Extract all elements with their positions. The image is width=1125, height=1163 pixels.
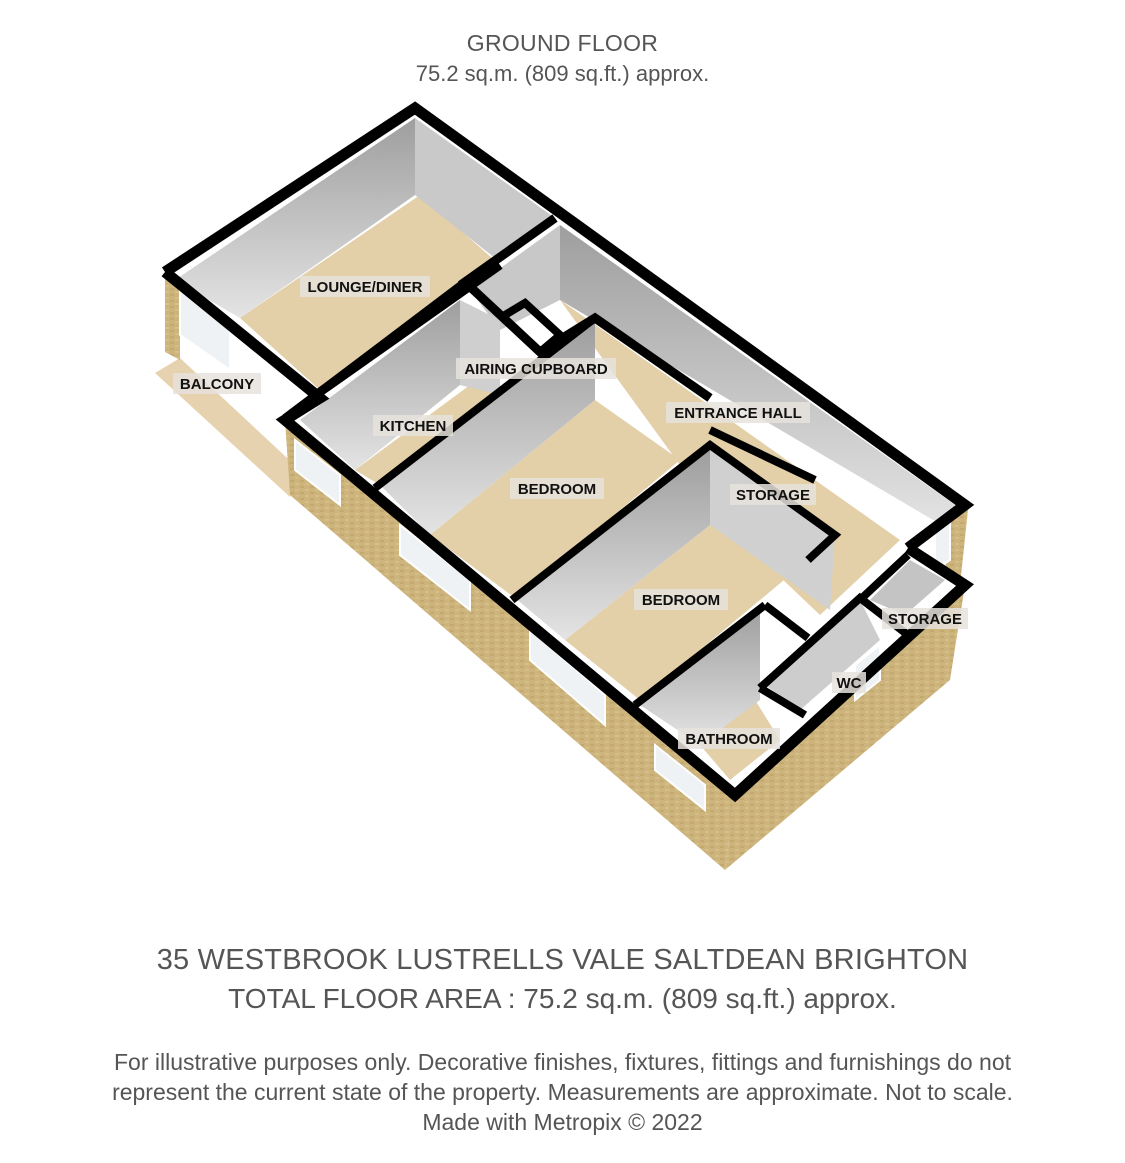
property-address: 35 WESTBROOK LUSTRELLS VALE SALTDEAN BRIGHTON bbox=[156, 944, 969, 976]
label-bedroom1: BEDROOM bbox=[517, 481, 597, 498]
label-lounge: LOUNGE/DINER bbox=[307, 279, 423, 296]
floor-area: 75.2 sq.m. (809 sq.ft.) approx. bbox=[415, 61, 710, 86]
floor-title: GROUND FLOOR bbox=[466, 30, 659, 56]
label-kitchen: KITCHEN bbox=[379, 418, 447, 435]
room-lounge bbox=[300, 276, 430, 297]
room-bedroom1 bbox=[510, 478, 604, 499]
disclaimer-line-2: represent the current state of the property. Measurements are approximate. Not to scale. bbox=[112, 1079, 1013, 1105]
label-airing: AIRING CUPBOARD bbox=[464, 361, 608, 378]
total-floor-area: TOTAL FLOOR AREA : 75.2 sq.m. (809 sq.ft.) approx. bbox=[228, 983, 897, 1014]
room-entrance bbox=[666, 402, 810, 423]
label-bedroom2: BEDROOM bbox=[641, 592, 721, 609]
room-bathroom bbox=[678, 728, 780, 749]
room-bedroom2 bbox=[634, 589, 728, 610]
room-balcony bbox=[173, 373, 261, 394]
label-wc: WC bbox=[836, 675, 862, 692]
disclaimer-line-1: For illustrative purposes only. Decorative finishes, fixtures, fittings and furnishings do not bbox=[114, 1049, 1011, 1075]
label-balcony: BALCONY bbox=[179, 376, 255, 393]
room-storage2 bbox=[882, 608, 968, 629]
label-entrance: ENTRANCE HALL bbox=[674, 405, 802, 422]
room-storage1 bbox=[730, 484, 816, 505]
room-wc bbox=[832, 672, 866, 693]
disclaimer-line-3: Made with Metropix © 2022 bbox=[422, 1109, 703, 1135]
room-airing bbox=[456, 358, 616, 379]
label-bathroom: BATHROOM bbox=[685, 731, 773, 748]
label-storage2: STORAGE bbox=[888, 611, 962, 628]
label-storage1: STORAGE bbox=[736, 487, 810, 504]
room-kitchen bbox=[373, 415, 453, 436]
